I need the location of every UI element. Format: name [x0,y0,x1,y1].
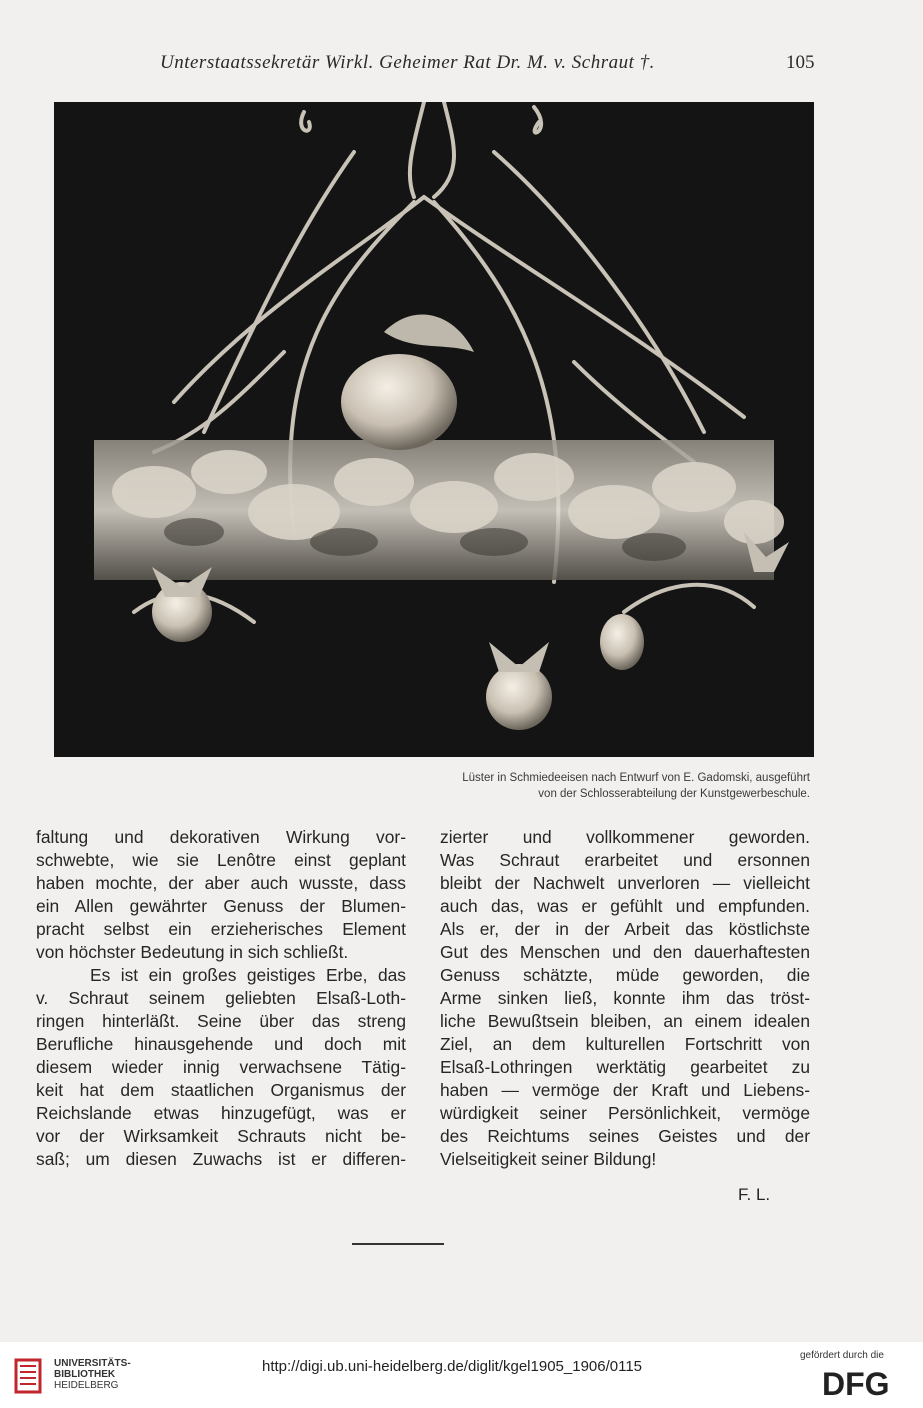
chandelier-photo [54,102,814,757]
text-line: pracht selbst ein erzieherisches Element [36,919,406,939]
caption-line: von der Schlosserabteilung der Kunstgewerbeschule. [538,788,810,800]
text-line: faltung und dekorativen Wirkung vor- [36,827,406,847]
text-line: saß; um diesen Zuwachs ist er differen- [36,1149,406,1169]
library-name [54,1358,131,1391]
caption-line: Lüster in Schmiedeeisen nach Entwurf von E. Gadomski, ausgeführt [462,772,810,784]
text-line: Es ist ein großes geistiges Erbe, das [90,965,406,985]
text-line: keit hat dem staatlichen Organismus der [36,1080,406,1100]
text-line: diesem wieder innig verwachsene Tätig- [36,1057,406,1077]
text-line: ringen hinterläßt. Seine über das streng [36,1011,406,1031]
text-line: Als er, der in der Arbeit das köstlichste [440,919,810,939]
library-name-line: UNIVERSITÄTS- [54,1358,131,1369]
permalink-url[interactable]: http://digi.ub.uni-heidelberg.de/diglit/kgel1905_1906/0115 [262,1358,643,1375]
text-line: Gut des Menschen und den dauerhaftesten [440,942,810,962]
text-line: von höchster Bedeutung in sich schließt. [36,942,349,962]
figure-caption [360,770,810,802]
funding-note: gefördert durch die [800,1350,884,1361]
text-line: Genuss schätzte, müde geworden, die [440,965,810,985]
running-head: Unterstaatssekretär Wirkl. Geheimer Rat Dr. M. v. Schraut †. [160,52,655,73]
text-line: Arme sinken ließ, konnte ihm das tröst- [440,988,810,1008]
dfg-logo-icon [820,1366,912,1400]
digitization-footer [0,1342,923,1408]
university-library-logo-icon [10,1352,46,1398]
end-rule [352,1243,444,1245]
text-line: Ziel, an dem kulturellen Fortschritt von [440,1034,810,1054]
text-line: haben — vermöge der Kraft und Liebens- [440,1080,810,1100]
text-line: Was Schraut erarbeitet und ersonnen [440,850,810,870]
text-line: auch das, was er gefühlt und empfunden. [440,896,810,916]
text-line: schwebte, wie sie Lenôtre einst geplant [36,850,406,870]
text-column-right [440,826,810,1171]
text-column-left [36,826,406,1171]
library-name-line: HEIDELBERG [54,1380,119,1391]
page-number: 105 [786,52,815,73]
text-line: haben mochte, der aber auch wusste, dass [36,873,406,893]
text-line: zierter und vollkommener geworden. [440,827,810,847]
text-line: Elsaß-Lothringen werktätig gearbeitet zu [440,1057,810,1077]
text-line: Vielseitigkeit seiner Bildung! [440,1149,657,1169]
dfg-logo-text: DFG [822,1366,890,1400]
text-line: des Reichtums seines Geistes und der [440,1126,810,1146]
text-line: Berufliche hinausgehende und doch mit [36,1034,406,1054]
text-line: vor der Wirksamkeit Schrauts nicht be- [36,1126,406,1146]
text-line: ein Allen gewährter Genuss der Blumen- [36,896,406,916]
library-name-line: BIBLIOTHEK [54,1369,116,1380]
text-line: v. Schraut seinem geliebten Elsaß-Loth- [36,988,406,1008]
text-line: würdigkeit seiner Persönlichkeit, vermöge [440,1103,810,1123]
text-line: bleibt der Nachwelt unverloren — vielleicht [440,873,810,893]
text-line: liche Bewußtsein bleiben, an einem idealen [440,1011,810,1031]
text-line: Reichslande etwas hinzugefügt, was er [36,1103,406,1123]
author-signature: F. L. [738,1185,771,1204]
